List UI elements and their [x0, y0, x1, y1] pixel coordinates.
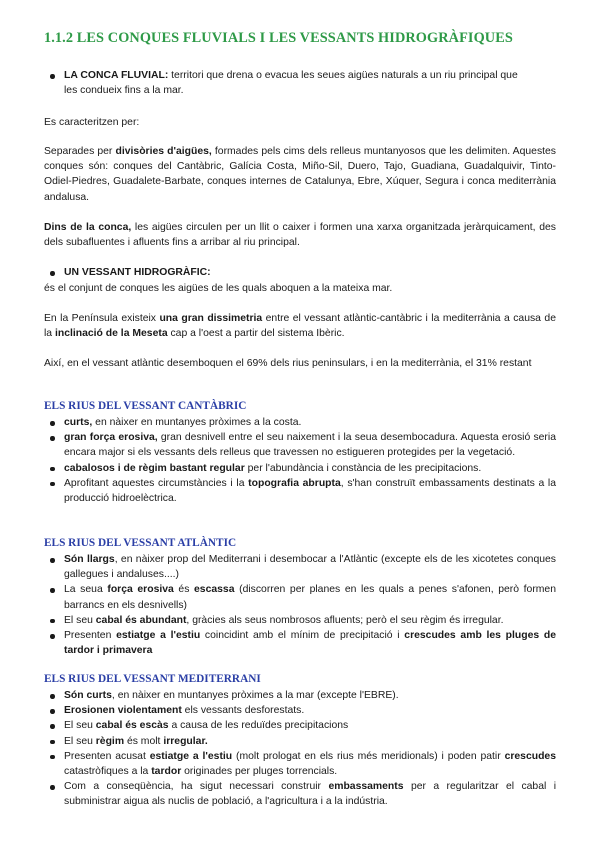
- vessant-item: [44, 265, 556, 280]
- item-text: per l'abundància i constància de les precipitacions.: [244, 462, 482, 474]
- item-text: gran desnivell entre el seu naixement i la seua desembocadura. Aquesta erosió seria encara major si els vessants dels relleus que travessen no estigueren protegides per la vegetació.: [64, 432, 556, 459]
- item-bold: Són llargs: [64, 554, 115, 565]
- vessant-list: [44, 265, 556, 280]
- item-text-2: (molt prologat en els rius més meridionals) i poden patir: [232, 750, 505, 762]
- item-bold-2: escassa: [194, 584, 235, 596]
- bullet-icon: [50, 436, 55, 441]
- item-text-2: és: [173, 584, 195, 596]
- list-item: [44, 779, 556, 809]
- conca-item: [44, 68, 556, 98]
- bullet-icon: [50, 588, 55, 593]
- item-text: El seu: [64, 720, 96, 732]
- item-text-2: per a regularitzar el cabal i subministrar aigua als nuclis de població, a l'agricultura i a la indústria.: [64, 781, 557, 808]
- item-text: El seu: [64, 614, 96, 626]
- bullet-icon: [50, 271, 55, 276]
- conca-text-2: les condueix fins a la mar.: [64, 85, 184, 97]
- item-text-3: catastròfiques a la: [64, 766, 152, 778]
- item-bold: cabal és escàs: [95, 720, 169, 732]
- cantabric-list: [44, 415, 556, 506]
- peninsula-text-2: entre el vessant atlàntic-cantàbric i la mediterrània a causa de la: [44, 313, 556, 340]
- peninsula-text-3: cap a l'oest a partir del sistema Ibèric.: [167, 328, 345, 340]
- item-bold-2: crescudes: [504, 750, 556, 762]
- aixi-paragraph: Així, en el vessant atlàntic desemboquen el 69% dels rius peninsulars, i en la mediterrània, el 31% restant: [44, 358, 532, 369]
- item-text-2: coincidint amb el mínim de precipitació i: [200, 630, 405, 642]
- item-bold: cabal és abundant: [95, 614, 187, 626]
- item-bold: Són curts: [64, 690, 112, 701]
- item-bold: Erosionen violentament: [64, 705, 182, 717]
- item-text-3: (discorren per planes en les quals a penes s'afonen, però formen barrancs en els desnivells): [64, 584, 556, 611]
- dins-paragraph: [44, 220, 556, 250]
- caracteritzen-text: Es caracteritzen per:: [44, 117, 140, 128]
- conca-label: LA CONCA FLUVIAL:: [64, 70, 169, 81]
- section-heading-mediterrani: ELS RIUS DEL VESSANT MEDITERRANI: [44, 673, 261, 685]
- item-bold: règim: [95, 735, 125, 747]
- item-text: Com a conseqüència, ha sigut necessari construir: [64, 781, 329, 793]
- page-title: 1.1.2 LES CONQUES FLUVIALS I LES VESSANTS HIDROGRÀFIQUES: [44, 30, 513, 46]
- list-item: [44, 749, 556, 779]
- item-bold: gran força erosiva,: [64, 432, 158, 444]
- bullet-icon: [50, 755, 55, 760]
- item-text: en nàixer en muntanyes pròximes a la costa.: [92, 417, 302, 428]
- conca-text: territori que drena o evacua les seues aigües naturals a un riu principal que: [168, 70, 518, 81]
- list-item: [44, 628, 556, 658]
- vessant-text: és el conjunt de conques les aigües de les quals aboquen a la mateixa mar.: [44, 283, 393, 294]
- atlantic-list: [44, 552, 556, 658]
- mediterrani-list: [44, 688, 556, 810]
- peninsula-text: En la Península existeix: [44, 313, 160, 324]
- conca-list: [44, 68, 556, 98]
- peninsula-bold: una gran dissimetria: [159, 313, 263, 324]
- separades-text: Separades per: [44, 146, 116, 157]
- item-bold: estiatge a l'estiu: [116, 630, 201, 642]
- dins-bold: Dins de la conca,: [44, 222, 132, 233]
- bullet-icon: [50, 467, 55, 472]
- separades-text-2: formades pels cims dels relleus muntanyosos que les delimiten. Aquestes conques són: conques del Cantàbric, Galícia Costa, Miño-Sil, Duero, Tajo, Guadiana, Guadalquivir, Tinto-Odiel-Piedres, Guadalete-Barbate, conques internes de Catalunya, Ebre, Xúquer, Segura i conca mediterrània andalusa.: [44, 146, 556, 203]
- item-bold-3: tardor: [151, 766, 182, 778]
- section-heading-cantabric: ELS RIUS DEL VESSANT CANTÀBRIC: [44, 400, 247, 412]
- list-item: [44, 415, 556, 430]
- item-bold: embassaments: [328, 781, 404, 793]
- item-text-2: és molt: [124, 735, 164, 747]
- bullet-icon: [50, 694, 55, 699]
- item-bold: estiatge a l'estiu: [149, 750, 233, 762]
- item-text: El seu: [64, 735, 96, 747]
- item-text-2: , s'han construït embassaments destinats a la producció hidroelèctrica.: [64, 477, 557, 505]
- item-text: , en nàixer prop del Mediterrani i desembocar a l'Atlàntic (excepte els de les xicotetes conques gallegues i andaluses....): [64, 554, 556, 581]
- vessant-label: UN VESSANT HIDROGRÀFIC:: [64, 267, 211, 278]
- list-item: [44, 703, 556, 718]
- item-text: La seua: [64, 584, 108, 596]
- list-item: [44, 718, 556, 733]
- list-item: [44, 476, 556, 506]
- item-text-2: , gràcies als seus nombrosos afluents; però el seu règim és irregular.: [186, 614, 504, 626]
- dins-text: les aigües circulen per un llit o caixer i formen una xarxa organitzada jeràrquicament, des dels subafluentes i afluents fins a arribar al riu principal.: [44, 222, 556, 249]
- list-item: [44, 582, 556, 612]
- section-heading-atlantic: ELS RIUS DEL VESSANT ATLÀNTIC: [44, 537, 237, 549]
- item-bold: força erosiva: [107, 584, 174, 596]
- item-text: Presenten: [64, 630, 117, 642]
- bullet-icon: [50, 482, 55, 487]
- item-bold: curts,: [64, 417, 93, 428]
- bullet-icon: [50, 619, 55, 624]
- bullet-icon: [50, 558, 55, 563]
- bullet-icon: [50, 634, 55, 639]
- list-item: [44, 734, 556, 749]
- item-bold-2: irregular.: [163, 735, 208, 747]
- peninsula-paragraph: [44, 311, 556, 341]
- separades-paragraph: [44, 144, 556, 205]
- item-text: Presenten acusat: [64, 750, 150, 762]
- item-bold: topografia abrupta: [248, 477, 341, 489]
- item-text-4: originades per pluges torrencials.: [181, 766, 338, 778]
- bullet-icon: [50, 74, 55, 79]
- item-text: els vessants desforestats.: [181, 705, 305, 717]
- bullet-icon: [50, 421, 55, 426]
- bullet-icon: [50, 740, 55, 745]
- item-bold-2: crescudes amb les pluges de tardor i primavera: [64, 630, 557, 657]
- item-text: , en nàixer en muntanyes pròximes a la mar (excepte l'EBRE).: [111, 690, 399, 701]
- list-item: [44, 613, 556, 628]
- item-text: Aprofitant aquestes circumstàncies i la: [64, 477, 249, 489]
- bullet-icon: [50, 709, 55, 714]
- bullet-icon: [50, 724, 55, 729]
- bullet-icon: [50, 785, 55, 790]
- item-text-2: a causa de les reduïdes precipitacions: [168, 720, 349, 732]
- list-item: [44, 461, 556, 476]
- list-item: [44, 688, 556, 703]
- list-item: [44, 552, 556, 582]
- list-item: [44, 430, 556, 460]
- item-bold: cabalosos i de règim bastant regular: [64, 462, 245, 474]
- peninsula-bold-2: inclinació de la Meseta: [54, 328, 168, 340]
- separades-bold: divisòries d'aigües,: [115, 146, 212, 157]
